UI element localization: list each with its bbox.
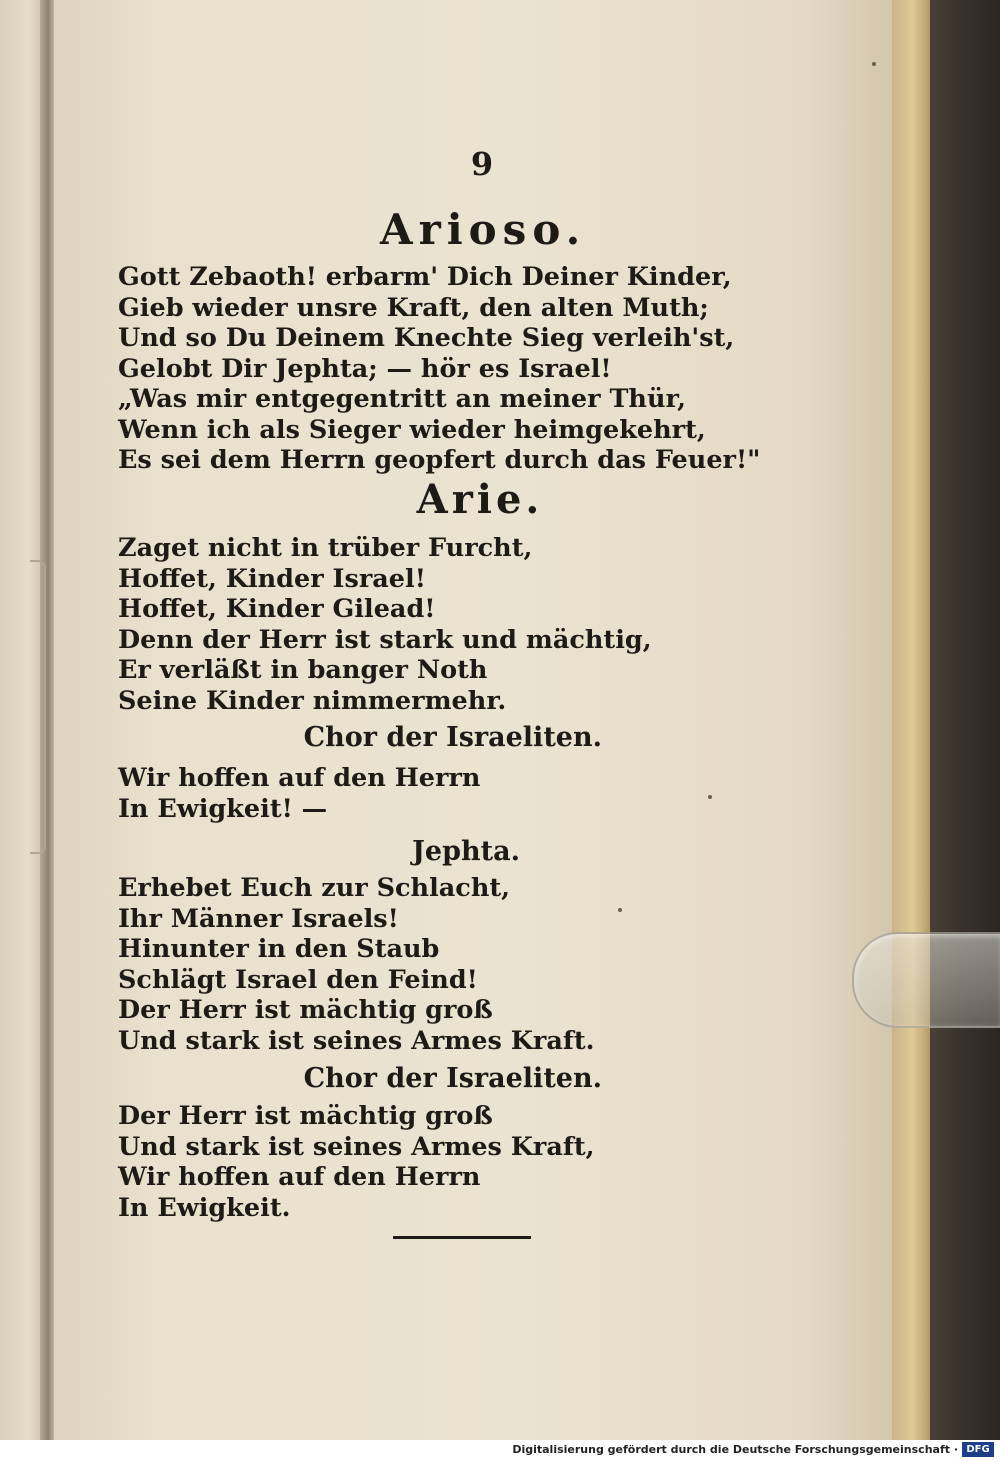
section-heading-arie: Arie. [416,476,544,523]
footer-bar [0,1440,1000,1461]
verse-line: Gieb wieder unsre Kraft, den alten Muth; [118,292,709,323]
verse-line: Der Herr ist mächtig groß [118,1101,493,1131]
verse-line: Und stark ist seines Armes Kraft. [118,1025,595,1056]
dfg-logo: DFG [962,1442,994,1457]
verse-jephta [118,873,595,1056]
verse-chor-2 [118,1101,595,1223]
verse-line: Und stark ist seines Armes Kraft, [118,1131,595,1162]
verse-line: Denn der Herr ist stark und mächtig, [118,624,652,655]
funding-credit: Digitalisierung gefördert durch die Deutsche Forschungsgemeinschaft · [512,1443,958,1456]
verse-line: Wenn ich als Sieger wieder heimgekehrt, [118,414,706,445]
verse-arie [118,533,652,716]
verse-line: Hoffet, Kinder Israel! [118,563,426,594]
verse-line: Es sei dem Herrn geopfert durch das Feuer!" [118,445,761,475]
paper-spot [618,908,622,912]
page-number: 9 [470,145,494,183]
speaker-heading-chor: Chor der Israeliten. [303,1063,602,1094]
speaker-heading-chor: Chor der Israeliten. [303,722,602,753]
paper-spot [872,62,876,66]
verse-line: In Ewigkeit. [118,1192,291,1223]
verse-line: Zaget nicht in trüber Furcht, [118,533,533,563]
end-rule [393,1236,531,1239]
verse-line: Hoffet, Kinder Gilead! [118,594,436,624]
verse-line: Wir hoffen auf den Herrn [118,763,481,793]
book-cover-edge [930,0,1000,1440]
verse-line: Gott Zebaoth! erbarm' Dich Deiner Kinder, [118,262,732,292]
verse-line: Hinunter in den Staub [118,934,440,964]
verse-line: Gelobt Dir Jephta; — hör es Israel! [118,353,612,384]
paper-spot [708,795,712,799]
verse-line: Und so Du Deinem Knechte Sieg verleih'st, [118,323,735,353]
verse-chor-1 [118,763,480,824]
verse-arioso [118,262,760,476]
page-holder-clip [852,932,1000,1028]
binding-thread [30,560,46,854]
verse-line: Schlägt Israel den Feind! [118,964,478,995]
verse-line: Erhebet Euch zur Schlacht, [118,873,511,903]
verse-line: Er verläßt in banger Noth [118,655,488,685]
verse-line: Seine Kinder nimmermehr. [118,685,507,716]
section-heading-arioso: Arioso. [380,205,587,254]
verse-line: In Ewigkeit! — [118,793,328,824]
verse-line: „Was mir entgegentritt an meiner Thür, [118,384,686,414]
speaker-heading-jephta: Jephta. [412,836,520,867]
verse-line: Der Herr ist mächtig groß [118,995,493,1025]
verse-line: Wir hoffen auf den Herrn [118,1162,481,1192]
verse-line: Ihr Männer Israels! [118,903,399,934]
page-stack-edge [892,0,930,1440]
